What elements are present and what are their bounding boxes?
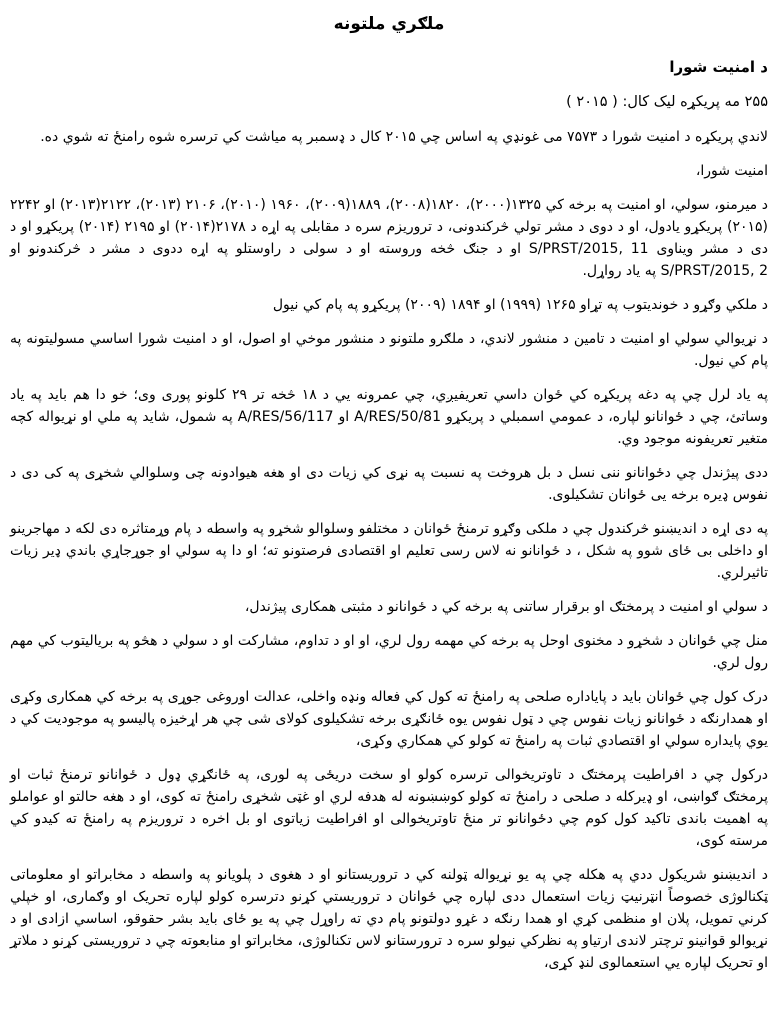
preambular-paragraph: د ملکي وګړو د خوندیتوب په تړاو ۱۲۶۵ (۱۹۹۹) او ۱۸۹۴ (۲۰۰۹) پریکړو په پام کي نیول: [272, 297, 768, 313]
preambular-paragraph: منل چي ځوانان د شخړو د مخنوی اوحل په برخه کي مهمه رول لري، او او د تداوم، مشارکت او د سولي د هڅو په بریالیتوب کي مهم رول لري.: [10, 633, 768, 671]
preambular-paragraph: ددی پیژندل چي دځوانانو ننی نسل د بل هروخت په نسبت په نړی کي زیات دی او هغه هیوادونه چی وسلوالي شخړی په کی دی د نفوس ډیره برخه یی ځوانان تشکیلوی.: [10, 465, 768, 503]
preambular-paragraph: د اندیښنو شریکول ددي په هکله چي په یو نړیواله ټولنه کي د تروریستانو او د هغوی د پلویانو په واسطه د مخابراتو او معلوماتی ټکنالوژی خصوصاً انټرنیټ زیات استعمال ددی لپاره چي ځوانان د تروریستي کړنو دترسره کولو لپاره تحریک او وګماری، او خپلي کرني تمویل، پلان او منظمی کړي او همدا رنګه د غړو دولتونو پام دي ته راوړل چي په یو ځای باید بشر حقوقو، اساسي ازادی او د نړیوالو قوانینو ترچتر لاندی ارتیاو په نظرکي نیولو سره د ترورستانو لاس تکنالوژی، مخابراتو او منابعوته چي د تروریستی کړنو د ملاتړ او تحریک لپاره یي استعمالوی لنډ کړی،: [10, 867, 768, 971]
preambular-paragraph: د میرمنو، سولي، او امنیت په برخه کي ۱۳۲۵(۲۰۰۰)، ۱۸۲۰(۲۰۰۸)، ۱۸۸۹(۲۰۰۹)، ۱۹۶۰ (۲۰۱۰)، ۲۱۰۶ (۲۰۱۳)، ۲۱۲۲(۲۰۱۳) او ۲۲۴۲ (۲۰۱۵) پریکړو یادول، او د دوی د مشر تولي څرکندونی، د تروریزم سره د مقابلی په اړه د ۲۱۷۸(۲۰۱۴) او ۲۱۹۵ (۲۰۱۴) پریکړو او د دی د مشر ویناوی S/PRST/2015, 11 او د جنګ څخه وروسته او د سولی د راوستلو په اړه ددوی د مشر د څرکندونو او S/PRST/2015, 2 په یاد رواړل.: [10, 197, 769, 279]
preambular-paragraph: د سولي او امنیت د پرمختګ او برقرار ساتنی په برخه کي د ځوانانو د مثبتی همکاری پیژندل،: [244, 599, 768, 615]
document-title: ملګري ملتونه: [333, 14, 445, 34]
preambular-paragraph: درک کول چي ځوانان باید د پایاداره صلحی په رامنځ ته کول کي فعاله ونډه واخلی، عدالت اوروغی جوړی په برخه کي همکاری وکړی او همدارنګه د ځوانانو زیات نفوس چي د ټول نفوس یوه ځانګړی برخه تشکیلوی کولای شی چي هر اړخیزه پالیسو په موجودیت کي د یوي پایداره سولي او اقتصادي ثبات په رامنځ ته کولو کي همکاري وکړی،: [10, 689, 768, 749]
preambular-paragraph: په یاد لرل چي په دغه پریکړه کي ځوان داسي تعریفیږي، چي عمرونه یي د ۱۸ څخه تر ۲۹ کلونو پوری وی؛ خو دا هم باید په یاد وساتئ، چي د ځوانانو لپاره، د عمومي اسمبلي د پریکړو A/RES/50/81 او A/RES/56/117 په شمول، شاید په ملي او نړیواله کچه متغیر تعریفونه موجود وي.: [10, 387, 769, 447]
resolution-number-line: ۲۵۵ مه پریکړه لیک کال: ( ۲۰۱۵ ): [566, 94, 768, 110]
preambular-paragraph: په دی اړه د اندیښنو څرکندول چي د ملکی وګړو ترمنځ ځوانان د مختلفو وسلوالو شخړو په واسطه د پام وړمتاثره دی لکه د مهاجرینو او داخلی بی ځای شوو په شکل ، د ځوانانو نه لاس رسی تعلیم او اقتصادی فرصتونو ته؛ او دا په سولي او جوړجاړي باندي ډیر زیات تاثیرلري.: [10, 521, 768, 581]
council-salutation: امنیت شورا،: [695, 163, 768, 179]
preambular-paragraph: د نړیوالي سولي او امنیت د تامین د منشور لاندي، د ملګرو ملتونو د منشور موخي او اصول، او د امنیت شورا اساسي مسولیتونه په پام کي نیول.: [10, 331, 768, 369]
intro-paragraph: لاندي پریکړه د امنیت شورا د ۷۵۷۳ می غونډي په اساس چي ۲۰۱۵ کال د ډسمبر په میاشت کي ترسره شوه رامنځ ته شوي ده.: [40, 129, 768, 145]
security-council-heading: د امنیت شورا: [669, 58, 768, 76]
preambular-paragraph: درکول چي د افراطیت پرمختګ د تاوتریخوالی ترسره کولو او سخت دریځی په لوری، په ځانګړي ډول د ځوانانو ترمنځ ثبات او پرمختګ ګواښی، او ډیرکله د صلحی د رامنځ ته کولو کوښښونه له هدفه لري او غټی شخړی رامنځ ته کوی، او د هغه حالتو او عواملو په اهمیت باندی تاکید کول کوم چي دځوانانو تر منځ تاوتریخوالی او افراطیت زیاتوی او بل اخره د تروریزم په رامنځ ته کیدو کي مرسته کوی،: [10, 767, 768, 849]
